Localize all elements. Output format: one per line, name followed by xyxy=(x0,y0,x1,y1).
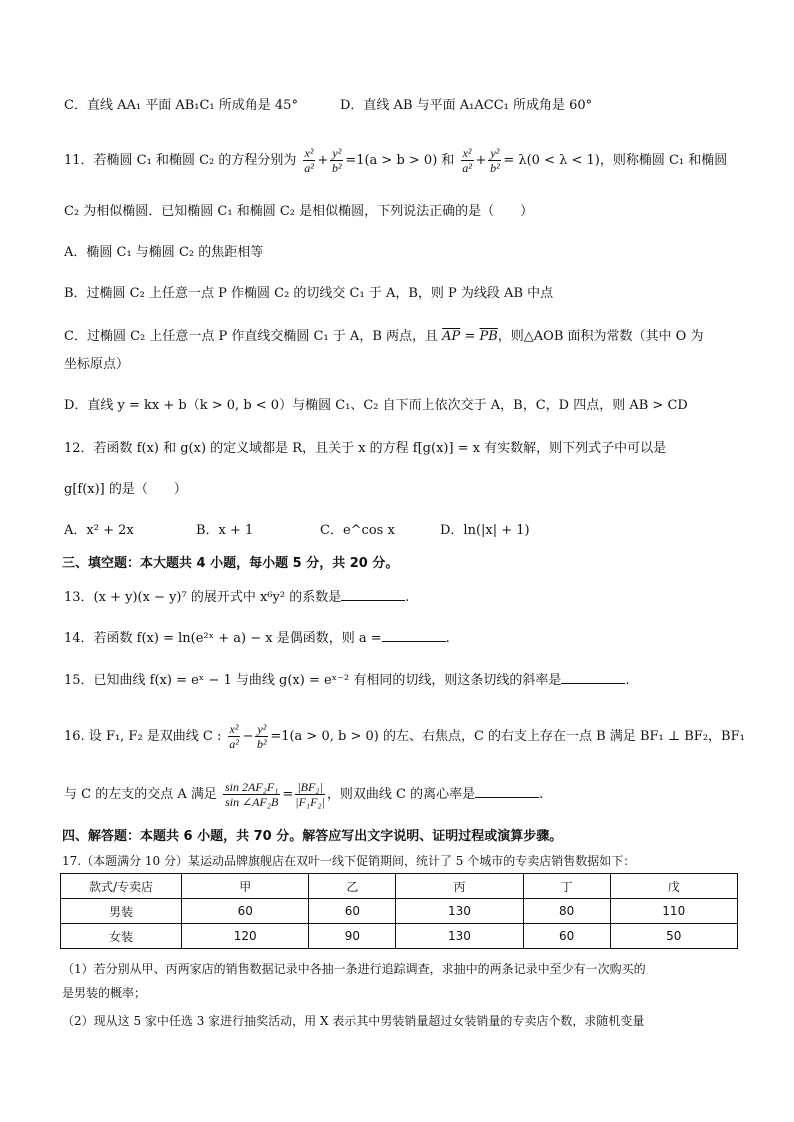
fraction-x2-a2-second: $\frac{\text{x²}}{\text{a²}}$ xyxy=(462,146,472,175)
table-row xyxy=(61,924,738,949)
answer-blank xyxy=(475,785,539,798)
vector-pb: $\overline{PB}$ xyxy=(479,329,498,344)
fraction-y2-b2-hyperbola: $\frac{\text{y²}}{\text{b²}}$ xyxy=(257,722,267,751)
table-cell: 60 xyxy=(523,924,610,949)
q17-part1: （1）若分别从甲、丙两家店的销售数据记录中各抽一条进行追踪调查，求抽中的两条记录中至少有一次购买的 xyxy=(62,962,646,976)
table-cell: 80 xyxy=(523,899,610,924)
fraction-y2-b2: $\frac{\text{y²}}{\text{b²}}$ xyxy=(332,146,342,175)
table-header-cell: 甲 xyxy=(182,874,309,899)
answer-blank xyxy=(382,629,446,642)
table-header-cell: 款式/专卖店 xyxy=(61,874,182,899)
q16-stem-line2: 与 C 的左支的交点 A 满足 $\frac{\text{sin 2AF₂F₁}}{\text{sin ∠AF₂B}}$ = $\frac{\text{|BF₂|}}{\text{|F₁F₂|}}$ ，则双曲线 C 的离心率是 . xyxy=(64,780,544,809)
q17-part1-cont: 是男装的概率； xyxy=(62,986,147,1000)
table-cell: 60 xyxy=(309,899,396,924)
q11-option-b: B．过椭圆 C₂ 上任意一点 P 作椭圆 C₂ 的切线交 C₁ 于 A，B，则 P 为线段 AB 中点 xyxy=(64,286,554,301)
q12-option-c: C．e^cos x xyxy=(320,523,395,538)
table-row xyxy=(61,899,738,924)
table-cell: 50 xyxy=(610,924,738,949)
fraction-length-ratio: $\frac{\text{|BF₂|}}{\text{|F₁F₂|}}$ xyxy=(295,780,325,809)
table-header-cell: 丁 xyxy=(523,874,610,899)
table-header-cell: 戊 xyxy=(610,874,738,899)
table-cell: 130 xyxy=(396,924,523,949)
q17-stem: 17.（本题满分 10 分）某运动品牌旗舰店在双叶一线下促销期间，统计了 5 个城市的专卖店销售数据如下： xyxy=(62,854,636,868)
table-cell: 男装 xyxy=(61,899,182,924)
section-3-heading: 三、填空题：本大题共 4 小题，每小题 5 分，共 20 分。 xyxy=(62,556,399,571)
fraction-y2-b2-second: $\frac{\text{y²}}{\text{b²}}$ xyxy=(490,146,500,175)
q11-option-a: A．椭圆 C₁ 与椭圆 C₂ 的焦距相等 xyxy=(64,245,264,260)
table-cell: 120 xyxy=(182,924,309,949)
q12-option-d: D．ln(|x| + 1) xyxy=(440,523,530,538)
answer-blank xyxy=(561,671,625,684)
q11-option-c-cont: 坐标原点） xyxy=(64,357,130,372)
q15: 15．已知曲线 f(x) = eˣ − 1 与曲线 g(x) = eˣ⁻² 有相同的切线，则这条切线的斜率是 . xyxy=(64,673,630,688)
q11-stem-intro: 11．若椭圆 C₁ 和椭圆 C₂ 的方程分别为 xyxy=(64,153,297,168)
answer-blank xyxy=(341,588,405,601)
q11-eq1-tail: =1(a > b > 0) 和 xyxy=(345,153,455,168)
table-cell: 女装 xyxy=(61,924,182,949)
table-header-cell: 乙 xyxy=(309,874,396,899)
vector-ap: $\overline{AP}$ xyxy=(442,329,461,344)
q12-stem-line1: 12．若函数 f(x) 和 g(x) 的定义域都是 R，且关于 x 的方程 f[g(x)] = x 有实数解，则下列式子中可以是 xyxy=(64,441,667,456)
q14: 14．若函数 f(x) = ln(e²ˣ + a) − x 是偶函数，则 a = . xyxy=(64,631,450,646)
q11-stem-line2: C₂ 为相似椭圆．已知椭圆 C₁ 和椭圆 C₂ 是相似椭圆，下列说法正确的是（ ） xyxy=(64,204,534,219)
table-header-cell: 丙 xyxy=(396,874,523,899)
table-cell: 60 xyxy=(182,899,309,924)
section-4-heading: 四、解答题：本题共 6 小题，共 70 分。解答应写出文字说明、证明过程或演算步骤。 xyxy=(62,829,563,844)
q10-option-c: C．直线 AA₁ 平面 AB₁C₁ 所成角是 45° xyxy=(64,98,298,113)
fraction-x2-a2-hyperbola: $\frac{\text{x²}}{\text{a²}}$ xyxy=(229,722,239,751)
q12-stem-line2: g[f(x)] 的是（ ） xyxy=(64,482,187,497)
table-header-row xyxy=(61,874,738,899)
sales-table xyxy=(60,873,738,949)
q17-part2: （2）现从这 5 家中任选 3 家进行抽奖活动，用 X 表示其中男装销量超过女装销量的专卖店个数，求随机变量 xyxy=(62,1014,645,1028)
q10-option-d: D．直线 AB 与平面 A₁ACC₁ 所成角是 60° xyxy=(340,98,593,113)
q11-eq2-tail: = λ(0 < λ < 1)，则称椭圆 C₁ 和椭圆 xyxy=(503,153,728,168)
q13: 13．(x + y)(x − y)⁷ 的展开式中 x⁶y² 的系数是 . xyxy=(64,590,410,605)
q16-stem-line1: 16. 设 F₁, F₂ 是双曲线 C : $\frac{\text{x²}}{\text{a²}}$ − $\frac{\text{y²}}{\text{b²}}$ =1(a > 0, b > 0) 的左、右焦点，C 的右支上存在一点 B 满足 BF₁ ⊥ BF₂，BF₁ xyxy=(64,722,745,751)
q12-option-a: A．x² + 2x xyxy=(64,523,134,538)
q12-option-b: B．x + 1 xyxy=(196,523,254,538)
table-cell: 110 xyxy=(610,899,738,924)
table-cell: 130 xyxy=(396,899,523,924)
fraction-x2-a2: $\frac{\text{x²}}{\text{a²}}$ xyxy=(304,146,314,175)
q11-option-c: C．过椭圆 C₂ 上任意一点 P 作直线交椭圆 C₁ 于 A，B 两点，且 $\overline{AP} = \overline{PB}$，则△AOB 面积为常数（其中 O 为 xyxy=(64,329,704,344)
q11-stem-line1: 11．若椭圆 C₁ 和椭圆 C₂ 的方程分别为 $\frac{\text{x²}}{\text{a²}}$ + $\frac{\text{y²}}{\text{b²}}$ =1(a > b > 0) 和 $\frac{\text{x²}}{\text{a²}}$ + $\frac{\text{y²}}{\text{b²}}$ = λ(0 < λ < 1)，则称椭圆 C₁ 和椭圆 xyxy=(64,146,728,175)
fraction-sine-ratio: $\frac{\text{sin 2AF₂F₁}}{\text{sin ∠AF₂B}}$ xyxy=(225,780,279,809)
table-cell: 90 xyxy=(309,924,396,949)
q11-option-d: D．直线 y = kx + b（k > 0, b < 0）与椭圆 C₁、C₂ 自下而上依次交于 A，B，C，D 四点，则 AB > CD xyxy=(64,398,688,413)
